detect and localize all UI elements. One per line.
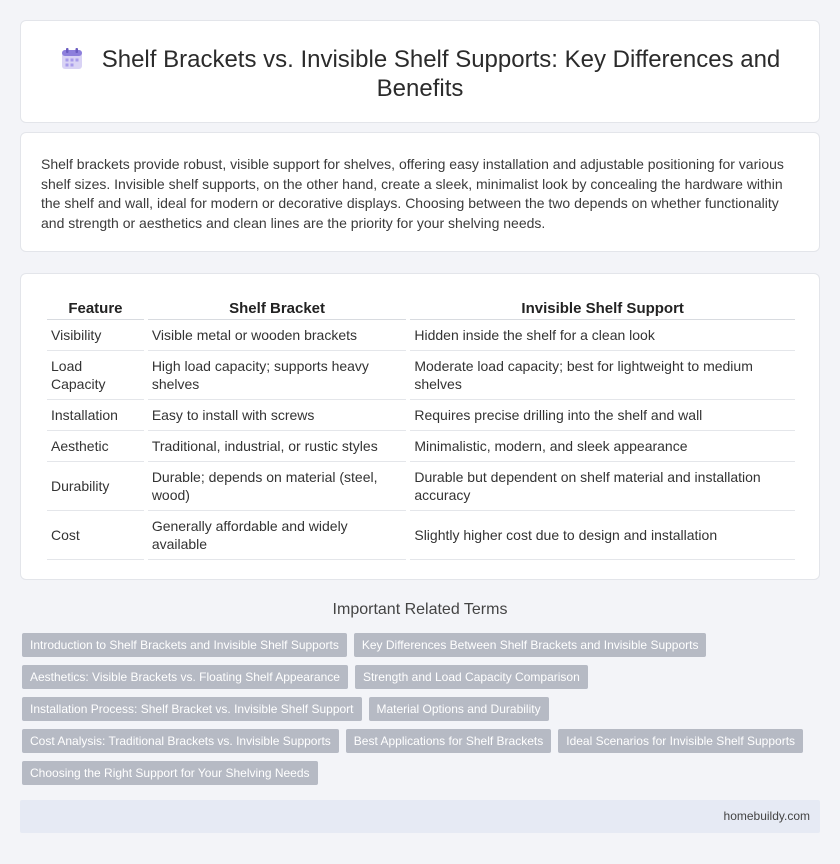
related-terms-heading: Important Related Terms [332,601,508,618]
header-card [20,20,820,123]
row-feature: Durability [47,462,144,511]
row-feature: Load Capacity [47,351,144,400]
table-row [47,431,795,462]
row-invisible-value: Minimalistic, modern, and sleek appearance [410,431,795,462]
intro-paragraph: Shelf brackets provide robust, visible support for shelves, offering easy installation and adjustable positioning for various shelf sizes. Invisible shelf supports, on the other hand, create a sleek, minimalist look by concealing the hardware within the shelf and wall, ideal for modern or decorative displays. Choosing between the two depends on whether functionality and strength or aesthetics and clean lines are the priority for your shelving needs. [41,156,784,231]
row-invisible-value: Moderate load capacity; best for lightweight to medium shelves [410,351,795,400]
header-invisible-support: Invisible Shelf Support [410,296,795,320]
table-row [47,351,795,400]
comparison-table [43,296,799,560]
row-bracket-value: Visible metal or wooden brackets [148,320,407,351]
row-invisible-value: Slightly higher cost due to design and installation [410,511,795,560]
header-shelf-bracket: Shelf Bracket [148,296,407,320]
related-term-link[interactable]: Aesthetics: Visible Brackets vs. Floating Shelf Appearance [22,665,348,689]
intro-card [20,132,820,252]
row-bracket-value: Generally affordable and widely available [148,511,407,560]
footer-bar [20,800,820,833]
comparison-card [20,273,820,580]
related-term-link[interactable]: Best Applications for Shelf Brackets [346,729,551,753]
footer-site-link[interactable]: homebuildy.com [723,809,810,823]
row-bracket-value: High load capacity; supports heavy shelves [148,351,407,400]
table-row [47,320,795,351]
related-term-link[interactable]: Key Differences Between Shelf Brackets and Invisible Supports [354,633,707,657]
row-bracket-value: Traditional, industrial, or rustic styles [148,431,407,462]
related-term-link[interactable]: Introduction to Shelf Brackets and Invisible Shelf Supports [22,633,347,657]
related-term-link[interactable]: Cost Analysis: Traditional Brackets vs. Invisible Supports [22,729,339,753]
row-invisible-value: Hidden inside the shelf for a clean look [410,320,795,351]
related-term-link[interactable]: Ideal Scenarios for Invisible Shelf Supports [558,729,803,753]
row-invisible-value: Durable but dependent on shelf material and installation accuracy [410,462,795,511]
table-header-row [47,296,795,320]
related-term-link[interactable]: Strength and Load Capacity Comparison [355,665,588,689]
page-title-wrap [21,45,819,103]
row-invisible-value: Requires precise drilling into the shelf and wall [410,400,795,431]
row-feature: Aesthetic [47,431,144,462]
row-feature: Visibility [47,320,144,351]
table-row [47,462,795,511]
calendar-icon [60,47,84,71]
row-bracket-value: Durable; depends on material (steel, wood) [148,462,407,511]
row-feature: Installation [47,400,144,431]
row-feature: Cost [47,511,144,560]
table-row [47,511,795,560]
related-term-link[interactable]: Installation Process: Shelf Bracket vs. Invisible Shelf Support [22,697,362,721]
page-title: Shelf Brackets vs. Invisible Shelf Supports: Key Differences and Benefits [101,46,781,102]
header-feature: Feature [47,296,144,320]
related-term-link[interactable]: Material Options and Durability [369,697,549,721]
related-term-link[interactable]: Choosing the Right Support for Your Shelving Needs [22,761,318,785]
table-row [47,400,795,431]
row-bracket-value: Easy to install with screws [148,400,407,431]
related-terms-list [22,633,812,785]
